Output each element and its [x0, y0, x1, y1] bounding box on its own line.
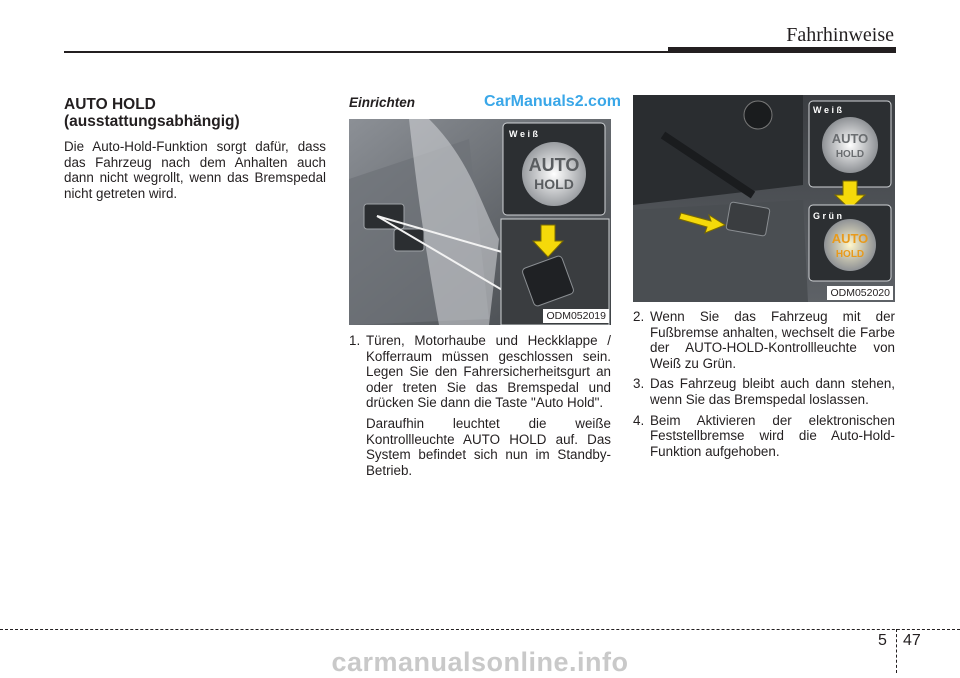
figure-console-button	[349, 119, 611, 325]
fig1-auto-text: AUTO	[528, 155, 580, 175]
section-number: 5	[878, 632, 887, 649]
step-item	[633, 413, 895, 460]
steps-list-1	[349, 333, 611, 483]
step-number: 3.	[633, 376, 645, 392]
subheading-setup: Einrichten	[349, 95, 416, 110]
step-number: 1.	[349, 333, 361, 348]
fig2-auto-text-1: AUTO	[831, 131, 869, 146]
heading-line-1: AUTO HOLD	[64, 96, 156, 113]
fig1-label-white: W e i ß	[509, 129, 538, 139]
step-item	[633, 309, 895, 371]
footer-watermark: carmanualsonline.info	[331, 647, 629, 677]
fig2-hold-text-2: HOLD	[835, 249, 865, 260]
step-text: Das Fahrzeug bleibt auch dann stehen, wenn Sie das Bremspedal loslassen.	[650, 376, 895, 407]
footer-rule	[0, 629, 960, 630]
step-item	[349, 333, 611, 478]
intro-column	[64, 96, 326, 201]
step-text: Türen, Motorhaube und Heckklappe / Kofferraum müssen geschlossen sein. Legen Sie den Fahrersicherheitsgurt an oder treten Sie das Bremspedal und drücken Sie dann die Taste "Auto Hold".	[366, 333, 611, 411]
heading-line-2: (ausstattungsabhängig)	[64, 113, 240, 130]
step-number: 4.	[633, 412, 645, 428]
header-rule-bold	[668, 47, 896, 53]
figure-code-2: ODM052020	[827, 286, 893, 300]
page-number: 47	[903, 632, 921, 649]
fig1-hold-text: HOLD	[534, 176, 574, 192]
step-text: Beim Aktivieren der elektronischen Feststellbremse wird die Auto-Hold-Funktion aufgehoben.	[650, 412, 895, 459]
console-illustration	[349, 119, 611, 325]
header-rule	[64, 51, 668, 53]
step-number: 2.	[633, 309, 645, 324]
section-heading	[64, 96, 326, 130]
intro-paragraph: Die Auto-Hold-Funktion sorgt dafür, dass das Fahrzeug nach dem Anhalten auch dann nicht wegrollt, wenn das Bremspedal nicht getreten wird.	[64, 139, 326, 201]
fig2-label-white: W e i ß	[813, 105, 842, 115]
fig2-auto-text-2: AUTO	[831, 231, 869, 246]
figure-pedal-indicator	[633, 95, 895, 302]
watermark-text: CarManuals2.com	[484, 93, 621, 110]
fig2-hold-text-1: HOLD	[835, 149, 865, 160]
fig2-label-green: G r ü n	[813, 211, 842, 221]
pedal-illustration	[633, 95, 895, 302]
steps-list-2	[633, 309, 895, 464]
step-subtext: Daraufhin leuchtet die weiße Kontrollleuchte AUTO HOLD auf. Das System befindet sich nun im Standby-Betrieb.	[366, 415, 611, 478]
step-text: Wenn Sie das Fahrzeug mit der Fußbremse anhalten, wechselt die Farbe der AUTO-HOLD-Kontrollleuchte von Weiß zu Grün.	[650, 309, 895, 371]
step-item	[633, 376, 895, 407]
chapter-title: Fahrhinweise	[786, 24, 894, 46]
figure-code-1: ODM052019	[543, 309, 609, 323]
